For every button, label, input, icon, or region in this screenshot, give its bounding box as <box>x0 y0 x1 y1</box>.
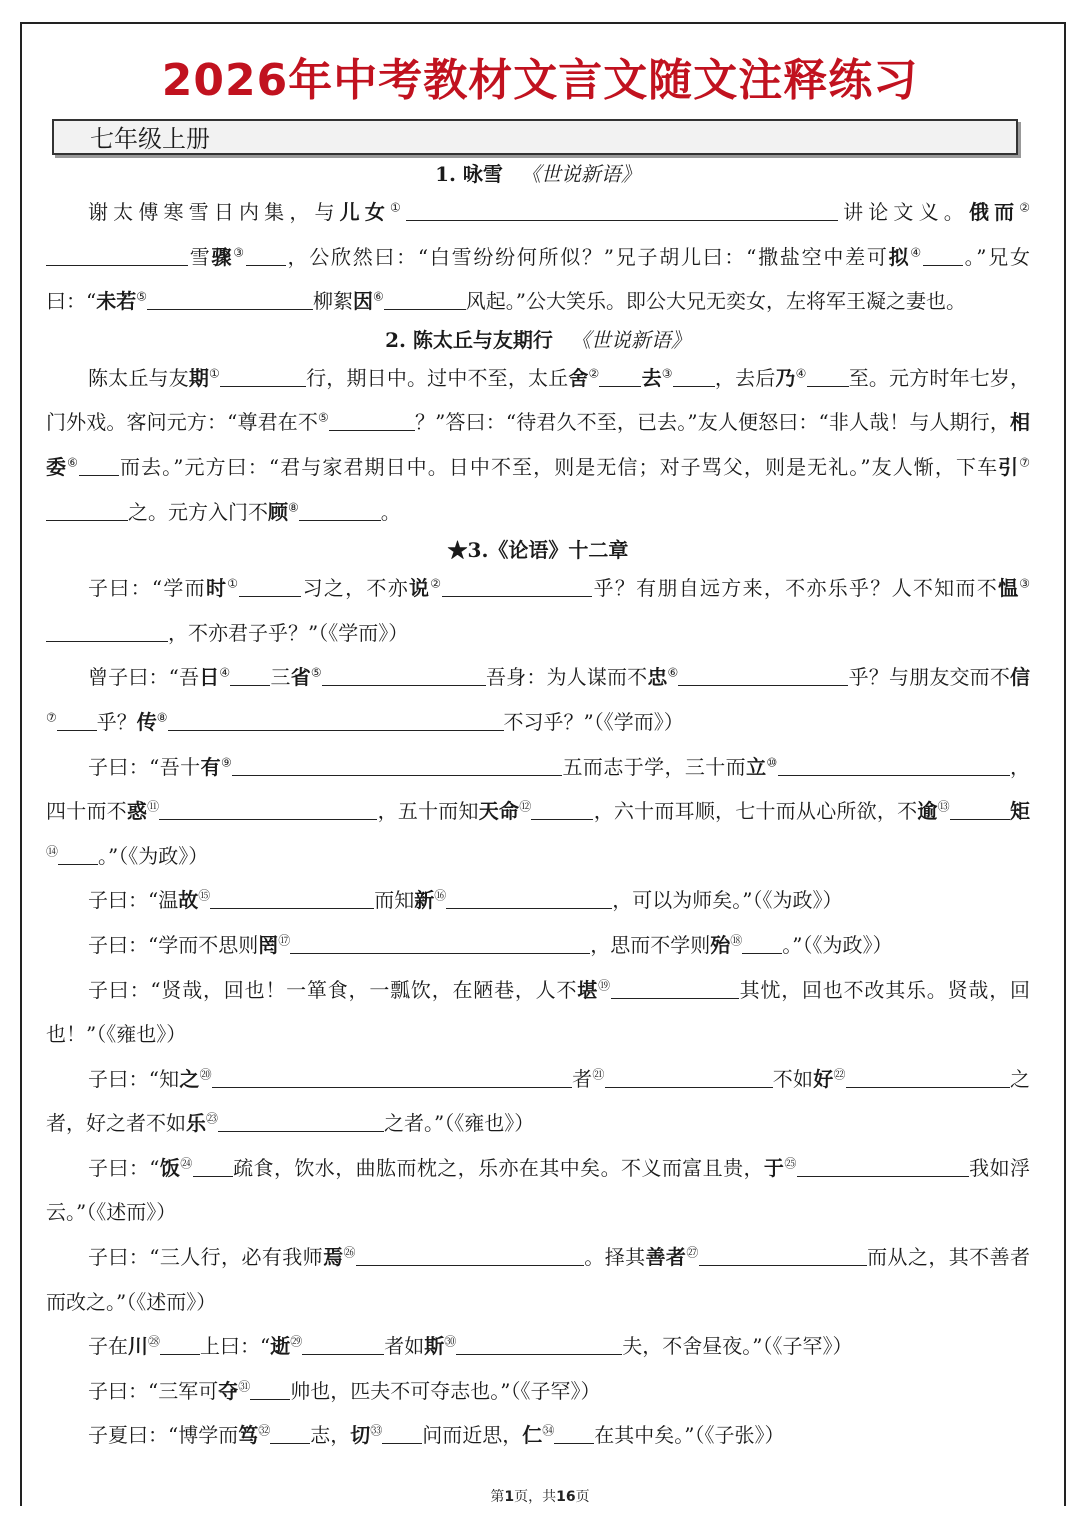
answer-blank[interactable] <box>382 1423 422 1444</box>
answer-blank[interactable] <box>442 576 592 597</box>
answer-blank[interactable] <box>168 710 504 731</box>
page-footer: 第1页，共16页 <box>490 1489 590 1505</box>
answer-blank[interactable] <box>230 665 270 686</box>
answer-blank[interactable] <box>220 366 306 387</box>
passage-lunyu-5: 子曰：“学而不思则罔⑰ ，思而不学则殆⑱ 。”（《为政》） <box>88 932 893 957</box>
answer-blank[interactable] <box>742 933 782 954</box>
answer-blank[interactable] <box>299 500 381 521</box>
answer-blank[interactable] <box>329 410 415 431</box>
answer-blank[interactable] <box>147 289 313 310</box>
answer-blank[interactable] <box>212 1067 572 1088</box>
answer-blank[interactable] <box>46 245 188 266</box>
answer-blank[interactable] <box>950 799 1010 820</box>
answer-blank[interactable] <box>210 888 374 909</box>
answer-blank[interactable] <box>406 200 838 221</box>
answer-blank[interactable] <box>531 799 593 820</box>
answer-blank[interactable] <box>246 245 286 266</box>
answer-blank[interactable] <box>46 621 168 642</box>
answer-blank[interactable] <box>928 1067 1010 1088</box>
answer-blank[interactable] <box>57 710 97 731</box>
answer-blank[interactable] <box>673 366 715 387</box>
answer-blank[interactable] <box>554 1423 594 1444</box>
answer-blank[interactable] <box>46 500 128 521</box>
answer-blank[interactable] <box>356 1245 584 1266</box>
section-heading-yongxue: 1. 咏雪 《世说新语》 <box>435 162 641 186</box>
answer-blank[interactable] <box>79 455 119 476</box>
answer-blank[interactable] <box>446 888 612 909</box>
answer-blank[interactable] <box>302 1334 384 1355</box>
answer-blank[interactable] <box>846 1067 928 1088</box>
answer-blank[interactable] <box>611 978 739 999</box>
passage-lunyu-7: 子曰：“知之⑳ 者$^㉑$ 不如好$^㉒$ 之者，好之者不如乐$^㉓$ 之者。”（《雍也》） <box>46 1066 1030 1136</box>
answer-blank[interactable] <box>778 755 1010 776</box>
answer-blank[interactable] <box>239 576 301 597</box>
passage-lunyu-3: 子曰：“吾十有⑨ 五而志于学，三十而立⑩ ，四十而不惑⑪ ，五十而知天命⑫ ，六十而耳顺，七十而从心所欲，不逾⑬ 矩⑭ 。”（《为政》） <box>46 754 1031 868</box>
passage-lunyu-6: 子曰：“贤哉，回也！一箪食，一瓢饮，在陋巷，人不堪⑲ 其忧，回也不改其乐。贤哉，回也！”（《雍也》） <box>46 977 1030 1047</box>
answer-blank[interactable] <box>193 1156 233 1177</box>
passage-lunyu-10: 子在川$^㉘$ 上曰：“逝$^㉙$ 者如斯$^㉚$ 夫，不舍昼夜。”（《子罕》） <box>88 1334 853 1359</box>
answer-blank[interactable] <box>807 366 849 387</box>
answer-blank[interactable] <box>160 1334 200 1355</box>
section-heading-chentaiqiu: 2. 陈太丘与友期行 《世说新语》 <box>385 327 691 352</box>
answer-blank[interactable] <box>384 289 466 310</box>
passage-lunyu-8: 子曰：“饭$^㉔$ 疏食，饮水，曲肱而枕之，乐亦在其中矣。不义而富且贵，于$^㉕$ 我如浮云。”（《述而》） <box>46 1155 1030 1225</box>
answer-blank[interactable] <box>923 245 963 266</box>
answer-blank[interactable] <box>232 755 562 776</box>
worksheet-content <box>46 158 1030 1458</box>
answer-blank[interactable] <box>599 366 641 387</box>
passage-lunyu-12: 子夏曰：“博学而笃$^㉜$ 志，切$^㉝$ 问而近思，仁$^㉞$ 在其中矣。”（《子张》） <box>88 1423 785 1448</box>
answer-blank[interactable] <box>678 665 848 686</box>
passage-lunyu-9: 子曰：“三人行，必有我师焉$^㉖$ 。择其善者$^㉗$ 而从之，其不善者而改之。”（《述而》） <box>46 1245 1030 1314</box>
answer-blank[interactable] <box>797 1156 969 1177</box>
page-title: 2026年中考教材文言文随文注释练习 <box>161 55 919 106</box>
passage-lunyu-2: 曾子曰：“吾日④ 三省⑤ 吾身：为人谋而不忠⑥ 乎？与朋友交而不信⑦ 乎？传⑧ 不习乎？”（《学而》） <box>46 665 1031 734</box>
answer-blank[interactable] <box>605 1067 773 1088</box>
passage-yongxue: 谢太傅寒雪日内集，与儿女① 讲论文义。俄而②雪骤③ ，公欣然曰：“白雪纷纷何所似？”兄子胡儿曰：“撒盐空中差可拟④ 。”兄女曰：“未若⑤ 柳絮因⑥ 风起。”公大笑乐。即公大兄无奕女，左将军王凝之妻也。 <box>46 200 1031 314</box>
answer-blank[interactable] <box>250 1379 290 1400</box>
passage-lunyu-1: 子曰：“学而时① 习之，不亦说② 乎？有朋自远方来，不亦乐乎？人不知而不愠③，不亦君子乎？”（《学而》） <box>46 566 1030 655</box>
answer-blank[interactable] <box>218 1111 384 1132</box>
grade-banner: 七年级上册 <box>52 119 1018 155</box>
passage-lunyu-11: 子曰：“三军可夺$^㉛$ 帅也，匹夫不可夺志也。”（《子罕》） <box>88 1378 601 1403</box>
answer-blank[interactable] <box>699 1245 867 1266</box>
answer-blank[interactable] <box>270 1423 310 1444</box>
answer-blank[interactable] <box>322 665 486 686</box>
answer-blank[interactable] <box>159 799 377 820</box>
answer-blank[interactable] <box>456 1334 622 1355</box>
answer-blank[interactable] <box>290 933 590 954</box>
section-heading-lunyu: ★3.《论语》十二章 <box>447 538 629 563</box>
answer-blank[interactable] <box>58 844 98 865</box>
passage-lunyu-4: 子曰：“温故⑮ 而知新⑯ ，可以为师矣。”（《为政》） <box>88 888 843 913</box>
passage-chentaiqiu: 陈太丘与友期① 行，期日中。过中不至，太丘舍② 去③ ，去后乃④ 至。元方时年七岁，门外戏。客问元方：“尊君在不⑤ ？”答曰：“待君久不至，已去。”友人便怒曰：“非人哉！与人期行，相委⑥ 而去。”元方曰：“君与家君期日中。日中不至，则是无信；对子骂父，则是无礼。”友人惭，下车引⑦之。元方入门不顾⑧ 。 <box>46 365 1031 524</box>
